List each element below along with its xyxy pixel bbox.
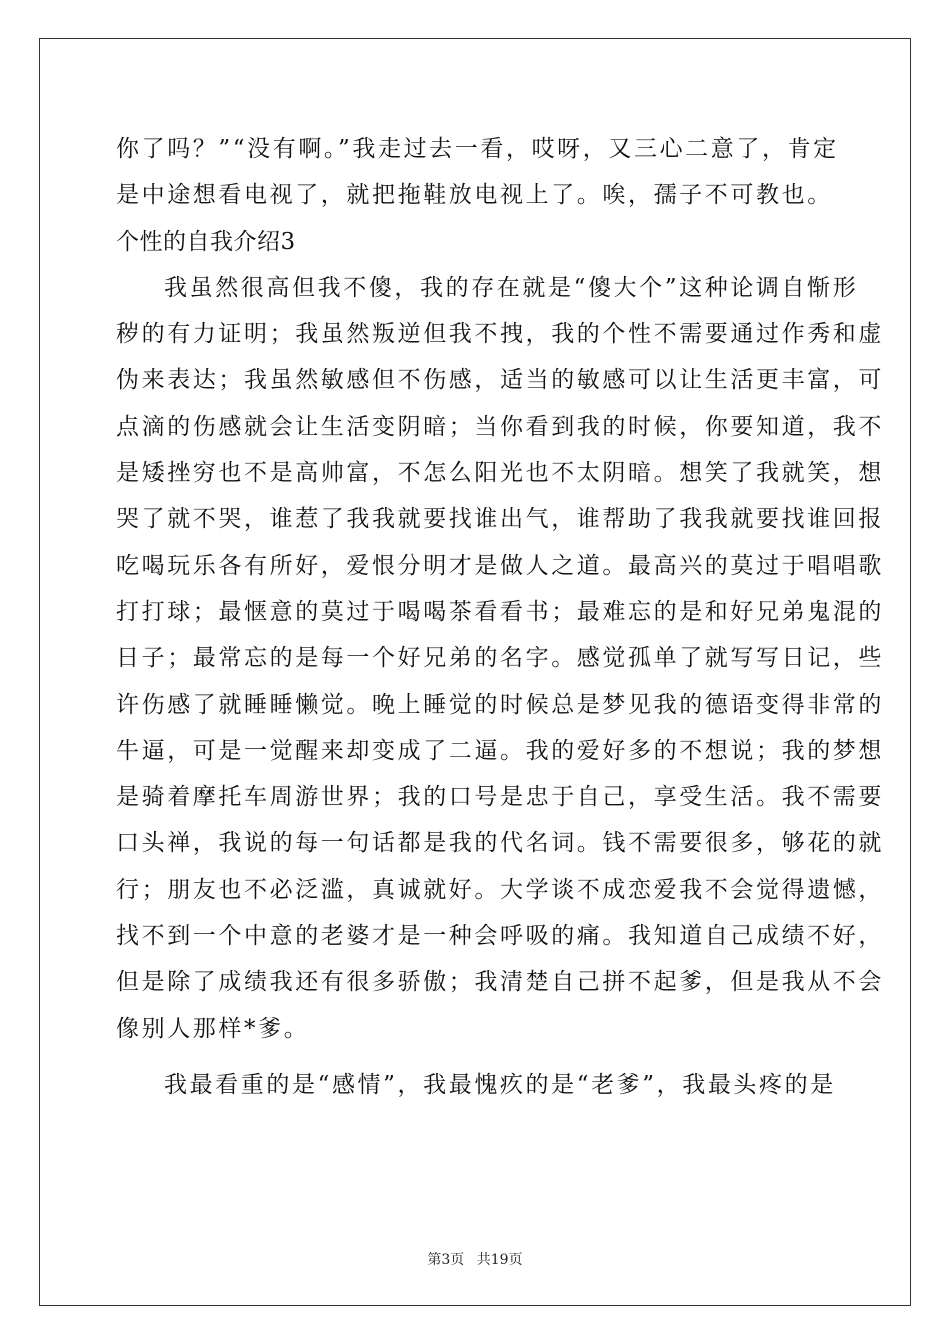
text-line: 打打球；最惬意的莫过于喝喝茶看看书；最难忘的是和好兄弟鬼混的: [116, 598, 884, 625]
section-heading: 个性的自我介绍3: [116, 228, 296, 255]
text-line: 找不到一个中意的老婆才是一种会呼吸的痛。我知道自己成绩不好，: [116, 923, 884, 950]
text-line: 秽的有力证明；我虽然叛逆但我不拽，我的个性不需要通过作秀和虚: [116, 321, 884, 348]
text-line: 行；朋友也不必泛滥，真诚就好。大学谈不成恋爱我不会觉得遗憾，: [116, 876, 884, 903]
text-line: 哭了就不哭，谁惹了我我就要找谁出气，谁帮助了我我就要找谁回报: [116, 506, 884, 533]
page-number: 第3页: [427, 1252, 465, 1268]
page-total: 共19页: [476, 1252, 523, 1268]
text-line: 日子；最常忘的是每一个好兄弟的名字。感觉孤单了就写写日记，些: [116, 645, 884, 672]
text-line: 是矮挫穷也不是高帅富，不怎么阳光也不太阴暗。想笑了我就笑，想: [116, 460, 884, 487]
text-line: 我虽然很高但我不傻，我的存在就是“傻大个”这种论调自惭形: [164, 274, 859, 301]
text-line: 是骑着摩托车周游世界；我的口号是忠于自己，享受生活。我不需要: [116, 784, 884, 811]
paragraph: [116, 1062, 834, 1108]
text-line: 牛逼，可是一觉醒来却变成了二逼。我的爱好多的不想说；我的梦想: [116, 737, 884, 764]
text-line: 我最看重的是“感情”，我最愧疚的是“老爹”，我最头疼的是: [164, 1071, 836, 1098]
text-line: 你了吗？”“没有啊。”我走过去一看，哎呀，又三心二意了，肯定: [116, 136, 839, 162]
text-line: 像别人那样*爹。: [116, 1015, 310, 1042]
text-line: 点滴的伤感就会让生活变阴暗；当你看到我的时候，你要知道，我不: [116, 413, 884, 440]
document-body: [116, 126, 884, 1108]
text-line: 但是除了成绩我还有很多骄傲；我清楚自己拼不起爹，但是我从不会: [116, 969, 884, 996]
text-line: 伪来表达；我虽然敏感但不伤感，适当的敏感可以让生活更丰富，可: [116, 367, 884, 394]
page-footer: [0, 1249, 950, 1269]
text-line: 口头禅，我说的每一句话都是我的代名词。钱不需要很多，够花的就: [116, 830, 884, 857]
paragraph: [116, 265, 884, 1052]
text-line: 许伤感了就睡睡懒觉。晚上睡觉的时候总是梦见我的德语变得非常的: [116, 691, 884, 718]
text-line: 是中途想看电视了，就把拖鞋放电视上了。唉，孺子不可教也。: [116, 182, 833, 209]
text-line: 吃喝玩乐各有所好，爱恨分明才是做人之道。最高兴的莫过于唱唱歌: [116, 552, 884, 579]
